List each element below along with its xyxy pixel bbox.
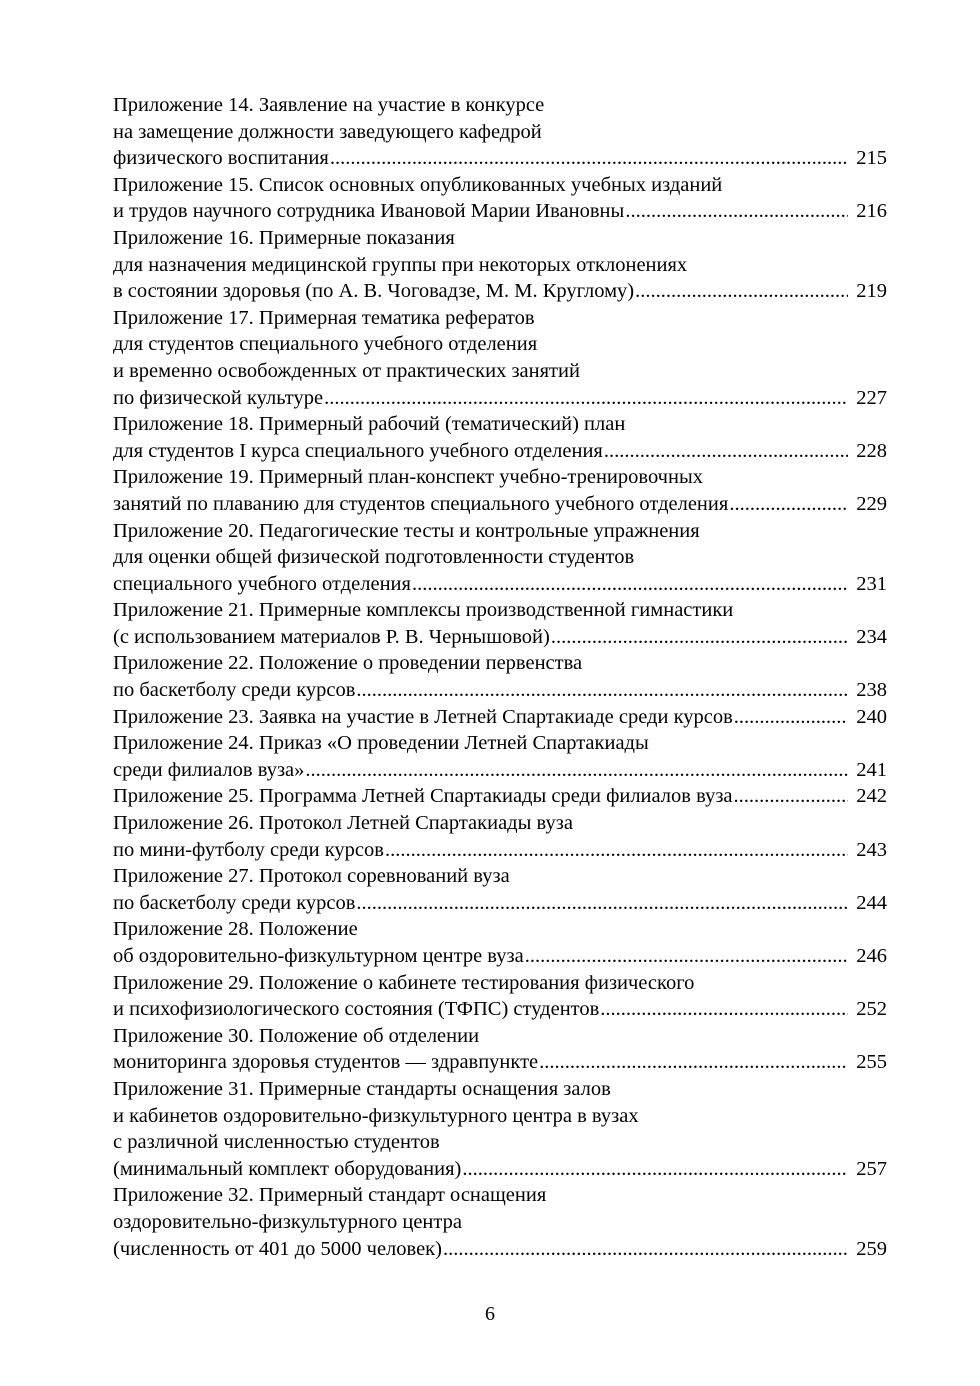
toc-entry-line: для студентов I курса специального учебного отделения	[113, 439, 603, 462]
dot-leader	[635, 278, 848, 305]
toc-entry-last-line	[113, 145, 887, 172]
toc-page-number: 229	[856, 492, 887, 515]
toc-entry-last-line	[113, 1156, 887, 1183]
toc-entry-line: для оценки общей физической подготовленности студентов	[113, 546, 635, 569]
toc-entry-line: по баскетболу среди курсов	[113, 891, 356, 914]
toc-entry-line: Приложение 14. Заявление на участие в конкурсе	[113, 94, 545, 116]
table-of-contents	[113, 92, 887, 1262]
toc-page-number: 215	[856, 147, 887, 170]
toc-page-number: 252	[856, 998, 887, 1021]
toc-entry	[113, 970, 887, 1023]
toc-entry-last-line	[113, 385, 887, 412]
toc-entry-line: Приложение 31. Примерные стандарты оснащения залов	[113, 1077, 611, 1100]
toc-entry-line: Приложение 27. Протокол соревнований вуза	[113, 865, 510, 888]
toc-page-number: 257	[856, 1157, 887, 1180]
toc-entry-line: физического воспитания	[113, 147, 329, 170]
toc-entry-line: по баскетболу среди курсов	[113, 679, 356, 702]
dot-leader	[356, 677, 848, 704]
toc-page-number: 219	[856, 280, 887, 303]
dot-leader	[385, 837, 848, 864]
toc-page-number: 241	[856, 758, 887, 781]
toc-entry-line: по физической культуре	[113, 386, 324, 409]
toc-entry-line: Приложение 32. Примерный стандарт оснащения	[113, 1184, 547, 1207]
toc-entry	[113, 411, 887, 464]
dot-leader	[729, 491, 848, 518]
toc-entry	[113, 1076, 887, 1182]
toc-entry	[113, 704, 887, 731]
toc-entry-line: по мини-футболу среди курсов	[113, 838, 384, 861]
toc-entry-line: специального учебного отделения	[113, 572, 411, 595]
toc-entry-line: на замещение должности заведующего кафедрой	[113, 120, 542, 143]
toc-page-number: 244	[856, 891, 887, 914]
toc-entry-last-line	[113, 571, 887, 598]
toc-entry-line: и психофизиологического состояния (ТФПС) студентов	[113, 998, 600, 1021]
toc-entry-line: Приложение 25. Программа Летней Спартакиады среди филиалов вуза	[113, 785, 733, 808]
toc-entry-line: Приложение 29. Положение о кабинете тестирования физического	[113, 971, 695, 994]
toc-entry-last-line	[113, 890, 887, 917]
toc-entry	[113, 730, 887, 783]
dot-leader	[604, 438, 848, 465]
toc-entry-line: (с использованием материалов Р. В. Чернышовой)	[113, 625, 550, 648]
toc-page-number: 242	[856, 785, 887, 808]
toc-entry	[113, 650, 887, 703]
toc-entry	[113, 225, 887, 305]
toc-entry-last-line	[113, 438, 887, 465]
toc-entry-line: Приложение 23. Заявка на участие в Летней Спартакиаде среди курсов	[113, 705, 733, 728]
toc-entry-last-line	[113, 278, 887, 305]
toc-page-number: 216	[856, 200, 887, 223]
toc-entry-last-line	[113, 757, 887, 784]
toc-entry-line: и временно освобожденных от практических занятий	[113, 359, 580, 382]
toc-entry	[113, 464, 887, 517]
toc-entry-line: Приложение 20. Педагогические тесты и контрольные упражнения	[113, 519, 700, 542]
toc-entry-line: мониторинга здоровья студентов — здравпункте	[113, 1051, 539, 1074]
dot-leader	[734, 704, 848, 731]
toc-entry-line: (численность от 401 до 5000 человек)	[113, 1237, 442, 1260]
toc-entry	[113, 810, 887, 863]
dot-leader	[551, 624, 848, 651]
toc-entry	[113, 783, 887, 810]
dot-leader	[462, 1156, 848, 1183]
toc-page-number: 227	[856, 386, 887, 409]
toc-entry-last-line	[113, 1236, 887, 1263]
toc-entry-last-line	[113, 783, 887, 810]
page-number: 6	[485, 1303, 495, 1325]
toc-entry	[113, 92, 887, 172]
dot-leader	[330, 145, 848, 172]
toc-entry-line: (минимальный комплект оборудования)	[113, 1157, 462, 1180]
toc-entry-line: в состоянии здоровья (по А. В. Чоговадзе, М. М. Круглому)	[113, 280, 635, 303]
toc-entry-line: Приложение 30. Положение об отделении	[113, 1024, 480, 1047]
dot-leader	[625, 198, 848, 225]
toc-entry-line: Приложение 18. Примерный рабочий (тематический) план	[113, 413, 626, 436]
toc-entry-line: Приложение 26. Протокол Летней Спартакиады вуза	[113, 812, 573, 835]
toc-entry	[113, 1182, 887, 1262]
toc-entry	[113, 863, 887, 916]
toc-entry-last-line	[113, 1049, 887, 1076]
toc-entry-line: для студентов специального учебного отделения	[113, 333, 538, 356]
toc-entry-last-line	[113, 491, 887, 518]
toc-entry-line: с различной численностью студентов	[113, 1131, 440, 1154]
dot-leader	[324, 385, 848, 412]
toc-entry	[113, 916, 887, 969]
toc-page-number: 234	[856, 625, 887, 648]
toc-entry-last-line	[113, 996, 887, 1023]
toc-entry-line: Приложение 28. Положение	[113, 918, 358, 941]
toc-entry-line: Приложение 24. Приказ «О проведении Летней Спартакиады	[113, 732, 649, 755]
toc-entry	[113, 305, 887, 411]
toc-entry	[113, 172, 887, 225]
toc-entry-last-line	[113, 624, 887, 651]
toc-page-number: 231	[856, 572, 887, 595]
toc-entry-line: Приложение 15. Список основных опубликованных учебных изданий	[113, 173, 723, 196]
toc-page-number: 238	[856, 679, 887, 702]
dot-leader	[443, 1236, 848, 1263]
toc-entry	[113, 518, 887, 598]
toc-page-number: 255	[856, 1051, 887, 1074]
toc-entry-last-line	[113, 677, 887, 704]
toc-entry-line: для назначения медицинской группы при некоторых отклонениях	[113, 253, 688, 276]
toc-entry-last-line	[113, 198, 887, 225]
toc-entry-line: и трудов научного сотрудника Ивановой Марии Ивановны	[113, 200, 625, 223]
toc-entry-line: Приложение 21. Примерные комплексы производственной гимнастики	[113, 599, 734, 622]
toc-entry-line: и кабинетов оздоровительно-физкультурного центра в вузах	[113, 1104, 639, 1127]
toc-entry-last-line	[113, 837, 887, 864]
toc-entry-line: оздоровительно-физкультурного центра	[113, 1210, 462, 1233]
dot-leader	[734, 783, 848, 810]
toc-entry-line: Приложение 16. Примерные показания	[113, 226, 455, 249]
toc-entry-line: Приложение 22. Положение о проведении первенства	[113, 652, 583, 675]
toc-entry-last-line	[113, 704, 887, 731]
dot-leader	[305, 757, 848, 784]
dot-leader	[600, 996, 848, 1023]
toc-entry-line: Приложение 17. Примерная тематика рефератов	[113, 306, 535, 329]
dot-leader	[525, 943, 848, 970]
toc-entry	[113, 597, 887, 650]
toc-entry-last-line	[113, 943, 887, 970]
toc-page-number: 243	[856, 838, 887, 861]
toc-entry	[113, 1023, 887, 1076]
toc-page-number: 246	[856, 945, 887, 967]
toc-entry-line: Приложение 19. Примерный план-конспект учебно-тренировочных	[113, 466, 703, 489]
toc-page-number: 228	[856, 439, 887, 462]
toc-entry-line: об оздоровительно-физкультурном центре вуза	[113, 945, 524, 967]
toc-entry-line: занятий по плаванию для студентов специального учебного отделения	[113, 492, 729, 515]
toc-page-number: 259	[856, 1237, 887, 1260]
toc-page-number: 240	[856, 705, 887, 728]
dot-leader	[356, 890, 848, 917]
dot-leader	[539, 1049, 848, 1076]
toc-entry-line: среди филиалов вуза»	[113, 758, 305, 781]
dot-leader	[412, 571, 848, 598]
